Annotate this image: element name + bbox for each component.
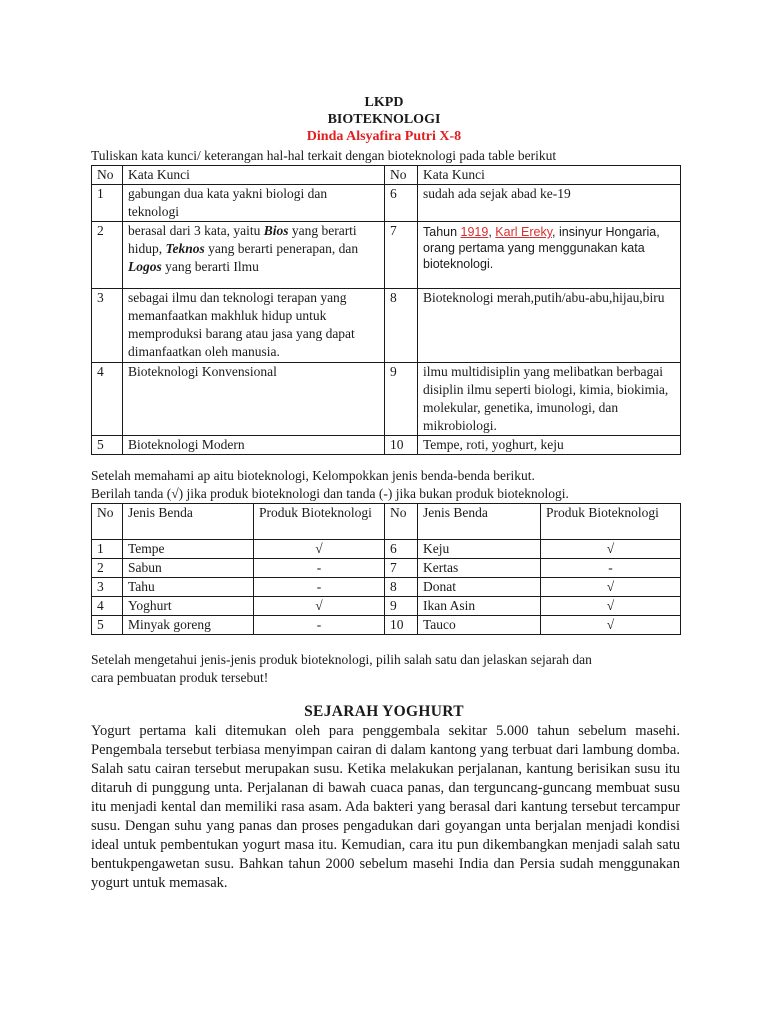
doc-subtitle: BIOTEKNOLOGI xyxy=(327,112,441,127)
item-name: Keju xyxy=(418,540,541,559)
row-no: 1 xyxy=(92,185,123,222)
header-no: No xyxy=(385,166,418,185)
row-no: 5 xyxy=(92,616,123,635)
section-title: SEJARAH YOGHURT xyxy=(304,703,464,720)
term-bios: Bios xyxy=(263,223,289,238)
product-mark: √ xyxy=(541,540,681,559)
header-produk-bioteknologi: Produk Bioteknologi xyxy=(541,504,681,540)
text-fragment: , xyxy=(488,225,496,239)
row-no: 8 xyxy=(385,578,418,597)
row-no: 10 xyxy=(385,436,418,455)
term-teknos: Teknos xyxy=(165,241,205,256)
table-row xyxy=(92,540,681,559)
item-name: Tempe xyxy=(123,540,254,559)
header-kata-kunci: Kata Kunci xyxy=(418,166,681,185)
table-row xyxy=(92,559,681,578)
keyword-cell: ilmu multidisiplin yang melibatkan berbagai disiplin ilmu seperti biologi, kimia, biokimia, molekular, genetika, imunologi, dan mikrobiologi. xyxy=(418,363,681,436)
header-no: No xyxy=(385,504,418,540)
header-no: No xyxy=(92,504,123,540)
item-name: Tahu xyxy=(123,578,254,597)
keyword-cell: Bioteknologi Modern xyxy=(123,436,385,455)
text-fragment: Tahun xyxy=(423,225,461,239)
instruction-4-line-1: Setelah mengetahui jenis-jenis produk bioteknologi, pilih salah satu dan jelaskan sejarah dan xyxy=(91,652,592,667)
product-mark: √ xyxy=(541,578,681,597)
link-karl-ereky[interactable]: Karl Ereky xyxy=(495,225,553,239)
term-logos: Logos xyxy=(128,259,162,274)
product-mark: √ xyxy=(541,616,681,635)
keyword-cell: sebagai ilmu dan teknologi terapan yang memanfaatkan makhluk hidup untuk memproduksi barang atau jasa yang dapat dimanfaatkan oleh manusia. xyxy=(123,289,385,363)
header-produk-bioteknologi: Produk Bioteknologi xyxy=(254,504,385,540)
instruction-4-line-2: cara pembuatan produk tersebut! xyxy=(91,670,269,685)
link-1919[interactable]: 1919 xyxy=(460,225,489,239)
keyword-cell: gabungan dua kata yakni biologi dan teknologi xyxy=(123,185,385,222)
table-header-row xyxy=(92,504,681,540)
row-no: 9 xyxy=(385,363,418,436)
text-fragment: , insinyur Hongaria, orang pertama yang menggunakan kata bioteknologi. xyxy=(423,225,660,271)
table-row xyxy=(92,436,681,455)
table-row xyxy=(92,597,681,616)
doc-title: LKPD xyxy=(364,95,404,110)
row-no: 6 xyxy=(385,540,418,559)
keyword-cell xyxy=(418,222,681,289)
keyword-cell: sudah ada sejak abad ke-19 xyxy=(418,185,681,222)
row-no: 6 xyxy=(385,185,418,222)
row-no: 8 xyxy=(385,289,418,363)
item-name: Yoghurt xyxy=(123,597,254,616)
item-name: Tauco xyxy=(418,616,541,635)
row-no: 7 xyxy=(385,559,418,578)
table-row xyxy=(92,616,681,635)
keyword-cell: Tempe, roti, yoghurt, keju xyxy=(418,436,681,455)
item-name: Minyak goreng xyxy=(123,616,254,635)
table-row xyxy=(92,222,681,289)
row-no: 5 xyxy=(92,436,123,455)
product-mark: - xyxy=(254,616,385,635)
table-row xyxy=(92,363,681,436)
table-row xyxy=(92,578,681,597)
product-mark: √ xyxy=(541,597,681,616)
row-no: 1 xyxy=(92,540,123,559)
instruction-1: Tuliskan kata kunci/ keterangan hal-hal terkait dengan bioteknologi pada table berikut xyxy=(91,148,557,163)
text-fragment: yang berarti hidup, xyxy=(128,223,357,256)
product-mark: √ xyxy=(254,540,385,559)
instruction-3: Berilah tanda (√) jika produk bioteknologi dan tanda (-) jika bukan produk bioteknologi. xyxy=(91,486,569,501)
product-mark: - xyxy=(254,578,385,597)
keyword-cell: Bioteknologi merah,putih/abu-abu,hijau,biru xyxy=(418,289,681,363)
row-no: 3 xyxy=(92,289,123,363)
row-no: 4 xyxy=(92,597,123,616)
product-mark: - xyxy=(541,559,681,578)
row-no: 2 xyxy=(92,222,123,289)
row-no: 3 xyxy=(92,578,123,597)
item-name: Kertas xyxy=(418,559,541,578)
product-mark: √ xyxy=(254,597,385,616)
keyword-cell xyxy=(123,222,385,289)
header-jenis-benda: Jenis Benda xyxy=(418,504,541,540)
header-kata-kunci: Kata Kunci xyxy=(123,166,385,185)
row-no: 2 xyxy=(92,559,123,578)
row-no: 9 xyxy=(385,597,418,616)
item-name: Ikan Asin xyxy=(418,597,541,616)
text-fragment: yang berarti Ilmu xyxy=(161,259,259,274)
row-no: 10 xyxy=(385,616,418,635)
text-fragment: yang berarti penerapan, dan xyxy=(204,241,359,256)
table-header-row xyxy=(92,166,681,185)
table-row xyxy=(92,289,681,363)
keyword-cell: Bioteknologi Konvensional xyxy=(123,363,385,436)
product-mark: - xyxy=(254,559,385,578)
row-no: 7 xyxy=(385,222,418,289)
header-jenis-benda: Jenis Benda xyxy=(123,504,254,540)
product-table xyxy=(91,503,681,635)
item-name: Donat xyxy=(418,578,541,597)
table-row xyxy=(92,185,681,222)
history-paragraph: Yogurt pertama kali ditemukan oleh para penggembala sekitar 5.000 tahun sebelum masehi. Pengembala tersebut terbiasa menyimpan cairan di dalam kantong yang terbuat dari lambung domba. Salah satu cairan tersebut merupakan susu. Ketika melakukan perjalanan, kantung berisikan susu itu ditaruh di punggung unta. Perjalanan di bawah cuaca panas, dan terguncang-guncang membuat susu itu menjadi kental dan memiliki rasa asam. Ada bakteri yang berasal dari kantung tersebut tercampur susu. Dengan suhu yang panas dan proses pengadukan dari goyangan unta berjalan menjadi kondisi ideal untuk pembentukan yogurt masa itu. Kemudian, cara itu pun dikembangkan menjadi salah satu bentukpengawetan susu. Bahkan tahun 2000 sebelum masehi India dan Persia sudah menggunakan yogurt untuk memasak. xyxy=(91,723,680,891)
keyword-table xyxy=(91,165,681,455)
item-name: Sabun xyxy=(123,559,254,578)
text-fragment: berasal dari 3 kata, yaitu xyxy=(128,223,264,238)
header-no: No xyxy=(92,166,123,185)
author-name: Dinda Alsyafira Putri X-8 xyxy=(306,129,462,144)
row-no: 4 xyxy=(92,363,123,436)
instruction-2: Setelah memahami ap aitu bioteknologi, Kelompokkan jenis benda-benda berikut. xyxy=(91,468,535,483)
